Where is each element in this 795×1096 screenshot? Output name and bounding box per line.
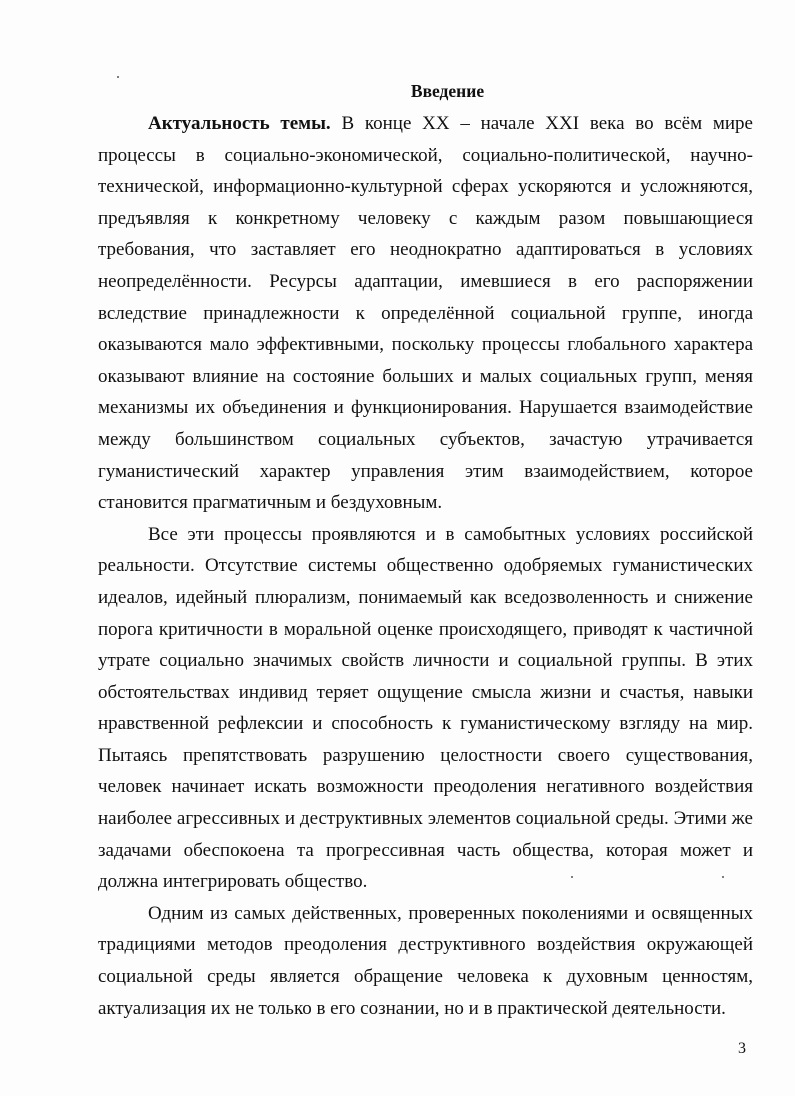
- paragraph-3: Одним из самых действенных, проверенных поколениями и освященных традициями методов преодоления деструктивного воздействия окружающей социальной среды является обращение человека к духовным ценностям, актуализация их не только в его сознании, но и в практической деятельности.: [98, 902, 753, 1019]
- page-number: 3: [738, 1040, 746, 1057]
- body-text: [98, 108, 753, 1024]
- topic-relevance-lead: Актуальность темы.: [148, 113, 331, 134]
- paragraph-1: [98, 108, 753, 519]
- section-heading: Введение: [410, 81, 485, 101]
- paragraph-1-text: В конце XX – начале XXI века во всём мире процессы в социально-экономической, социально-политической, научно-технической, информационно-культурной сферах ускоряются и усложняются, предъявляя к конкретному человеку с каждым разом повышающиеся требования, что заставляет его неоднократно адаптироваться в условиях неопределённости. Ресурсы адаптации, имевшиеся в его распоряжении вследствие принадлежности к определённой социальной группе, иногда оказываются мало эффективными, поскольку процессы глобального характера оказывают влияние на состояние больших и малых социальных групп, меняя механизмы их объединения и функционирования. Нарушается взаимодействие между большинством социальных субъектов, зачастую утрачивается гуманистический характер управления этим взаимодействием, которое становится прагматичным и бездуховным.: [98, 113, 753, 514]
- paragraph-2: Все эти процессы проявляются и в самобытных условиях российской реальности. Отсутствие системы общественно одобряемых гуманистических идеалов, идейный плюрализм, понимаемый как вседозволенность и снижение порога критичности в моральной оценке происходящего, приводят к частичной утрате социально значимых свойств личности и социальной группы. В этих обстоятельствах индивид теряет ощущение смысла жизни и счастья, навыки нравственной рефлексии и способность к гуманистическому взгляду на мир. Пытаясь препятствовать разрушению целостности своего существования, человек начинает искать возможности преодоления негативного воздействия наиболее агрессивных и деструктивных элементов социальной среды. Этими же задачами обеспокоена та прогрессивная часть общества, которая может и должна интегрировать общество.: [98, 523, 753, 893]
- scan-speck: [117, 76, 119, 78]
